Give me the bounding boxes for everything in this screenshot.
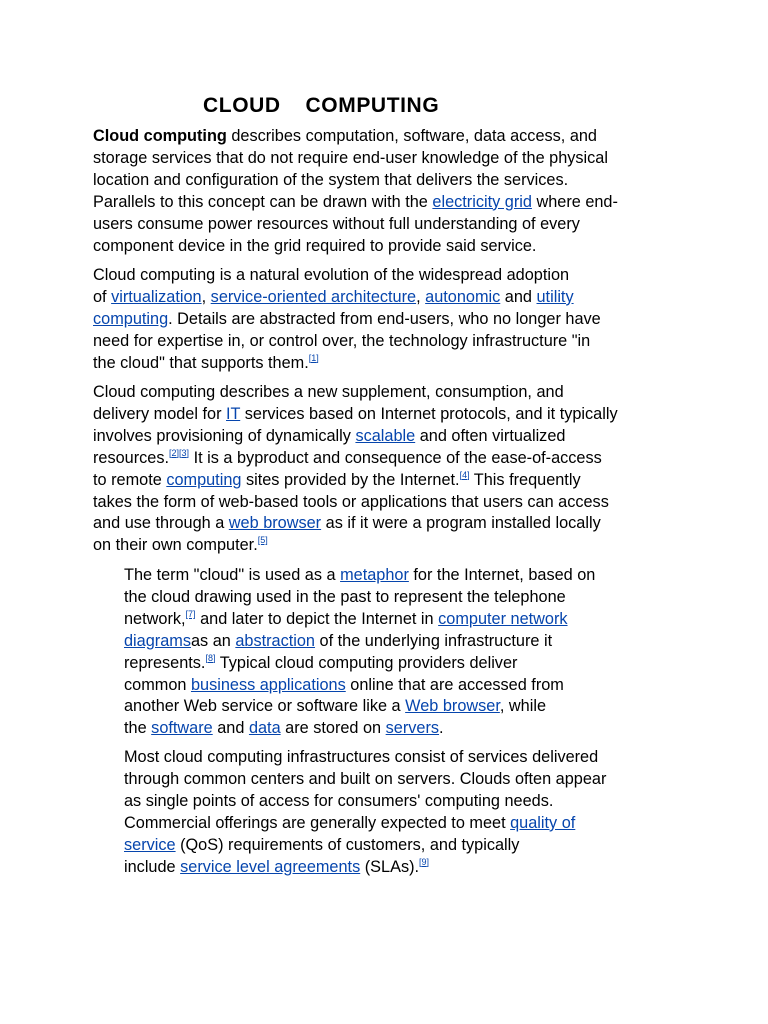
link-utility-computing[interactable]: utility — [536, 287, 574, 306]
link-utility-computing-cont[interactable]: computing — [93, 309, 169, 328]
link-it[interactable]: IT — [226, 404, 241, 423]
citation-ref[interactable]: [8] — [205, 652, 216, 663]
link-quality-of-service-cont[interactable]: service — [124, 835, 176, 854]
link-quality-of-service[interactable]: quality of — [510, 813, 576, 832]
link-computer-network-diagrams-cont[interactable]: diagrams — [124, 631, 191, 650]
link-computing[interactable]: computing — [166, 470, 242, 489]
link-business-applications[interactable]: business applications — [190, 675, 346, 694]
link-abstraction[interactable]: abstraction — [235, 631, 315, 650]
citation-ref[interactable]: [4] — [459, 469, 470, 480]
paragraph-3: Cloud computing describes a new supplement, consumption, and delivery model for IT services based on Internet protocols, and it typically involves provisioning of dynamically scalable and often virtualized resources.[2][3] It is a byproduct and consequence of the ease-of-access to remote computing sites provided by the Internet.[4] This frequently takes the form of web-based tools or applications that users can access and use through a web browser as if it were a program installed locally on their own computer.[5] — [93, 383, 618, 555]
citation-ref[interactable]: [5] — [257, 535, 268, 546]
link-servers[interactable]: servers — [385, 719, 440, 738]
citation-ref[interactable]: [2] — [169, 447, 180, 458]
link-service-oriented-architecture[interactable]: service-oriented architecture — [210, 287, 417, 306]
citation-ref[interactable]: [1] — [308, 352, 319, 363]
paragraph-2: Cloud computing is a natural evolution of the widespread adoption of virtualization, service-oriented architecture, autonomic and utility computing. Details are abstracted from end-users, who no longer have need for expertise in, or control over, the technology infrastructure "in the cloud" that supports them.[1] — [93, 266, 601, 372]
link-virtualization[interactable]: virtualization — [111, 287, 202, 306]
paragraph-4: The term "cloud" is used as a metaphor for the Internet, based on the cloud drawing used in the past to represent the telephone network,[7] and later to depict the Internet in computer network diagramsas an abstraction of the underlying infrastructure it represents.[8] Typical cloud computing providers deliver common business applications online that are accessed from another Web service or software like a Web browser, while the software and data are stored on servers. — [124, 566, 596, 738]
link-software[interactable]: software — [151, 719, 213, 738]
link-web-browser[interactable]: web browser — [228, 514, 322, 533]
link-data[interactable]: data — [248, 719, 281, 738]
citation-ref[interactable]: [7] — [185, 608, 196, 619]
link-autonomic[interactable]: autonomic — [425, 287, 501, 306]
link-metaphor[interactable]: metaphor — [340, 566, 409, 584]
link-web-browser-2[interactable]: Web browser — [405, 697, 500, 716]
paragraph-1: Cloud computing describes computation, software, data access, and storage services that do not require end-user knowledge of the physical location and configuration of the system that delivers the services. Parallels to this concept can be drawn with the electricity grid where end- users consume power resources without full understanding of every component device in the grid required to provide said service. — [93, 127, 618, 255]
citation-ref[interactable]: [9] — [419, 856, 430, 867]
link-scalable[interactable]: scalable — [355, 426, 416, 445]
link-service-level-agreements[interactable]: service level agreements — [180, 857, 361, 876]
citation-ref[interactable]: [3] — [179, 447, 190, 458]
paragraph-5: Most cloud computing infrastructures consist of services delivered through common centers and built on servers. Clouds often appear as single points of access for consumers' computing needs. Commercial offerings are generally expected to meet quality of service (QoS) requirements of customers, and typically include service level agreements (SLAs).[9] — [124, 748, 607, 876]
page-title: CLOUD COMPUTING — [203, 94, 440, 117]
link-computer-network-diagrams[interactable]: computer network — [438, 609, 568, 628]
term-bold: Cloud computing — [93, 127, 227, 145]
link-electricity-grid[interactable]: electricity grid — [432, 192, 532, 211]
